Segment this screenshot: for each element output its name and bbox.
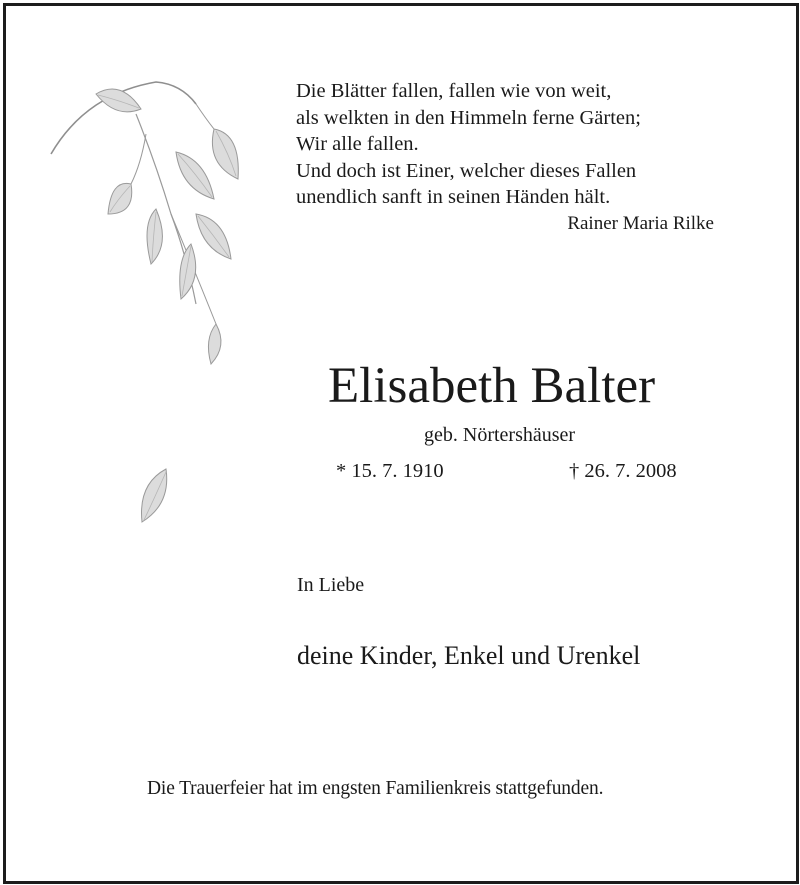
deceased-name: Elisabeth Balter	[328, 358, 656, 414]
obituary-card	[3, 3, 799, 884]
poem-line: als welkten in den Himmeln ferne Gärten;	[296, 106, 641, 129]
death-date: † 26. 7. 2008	[569, 460, 677, 482]
poem	[296, 78, 716, 237]
poem-line: Die Blätter fallen, fallen wie von weit,	[296, 80, 612, 102]
leaf-5	[147, 209, 162, 264]
maiden-name: geb. Nörtershäuser	[424, 424, 576, 446]
poem-line: Und doch ist Einer, welcher dieses Fallen	[296, 159, 637, 182]
leaf-8	[208, 324, 221, 364]
in-love-text: In Liebe	[297, 574, 365, 596]
mourners-text: deine Kinder, Enkel und Urenkel	[297, 641, 641, 670]
poem-line: Wir alle fallen.	[296, 133, 419, 155]
birth-date: * 15. 7. 1910	[336, 460, 444, 482]
poem-author: Rainer Maria Rilke	[567, 212, 714, 234]
funeral-notice: Die Trauerfeier hat im engsten Familienkreis stattgefunden.	[147, 778, 604, 799]
leaf-9	[142, 469, 167, 522]
falling-leaves-illustration	[46, 74, 266, 544]
poem-line: unendlich sanft in seinen Händen hält.	[296, 186, 611, 208]
